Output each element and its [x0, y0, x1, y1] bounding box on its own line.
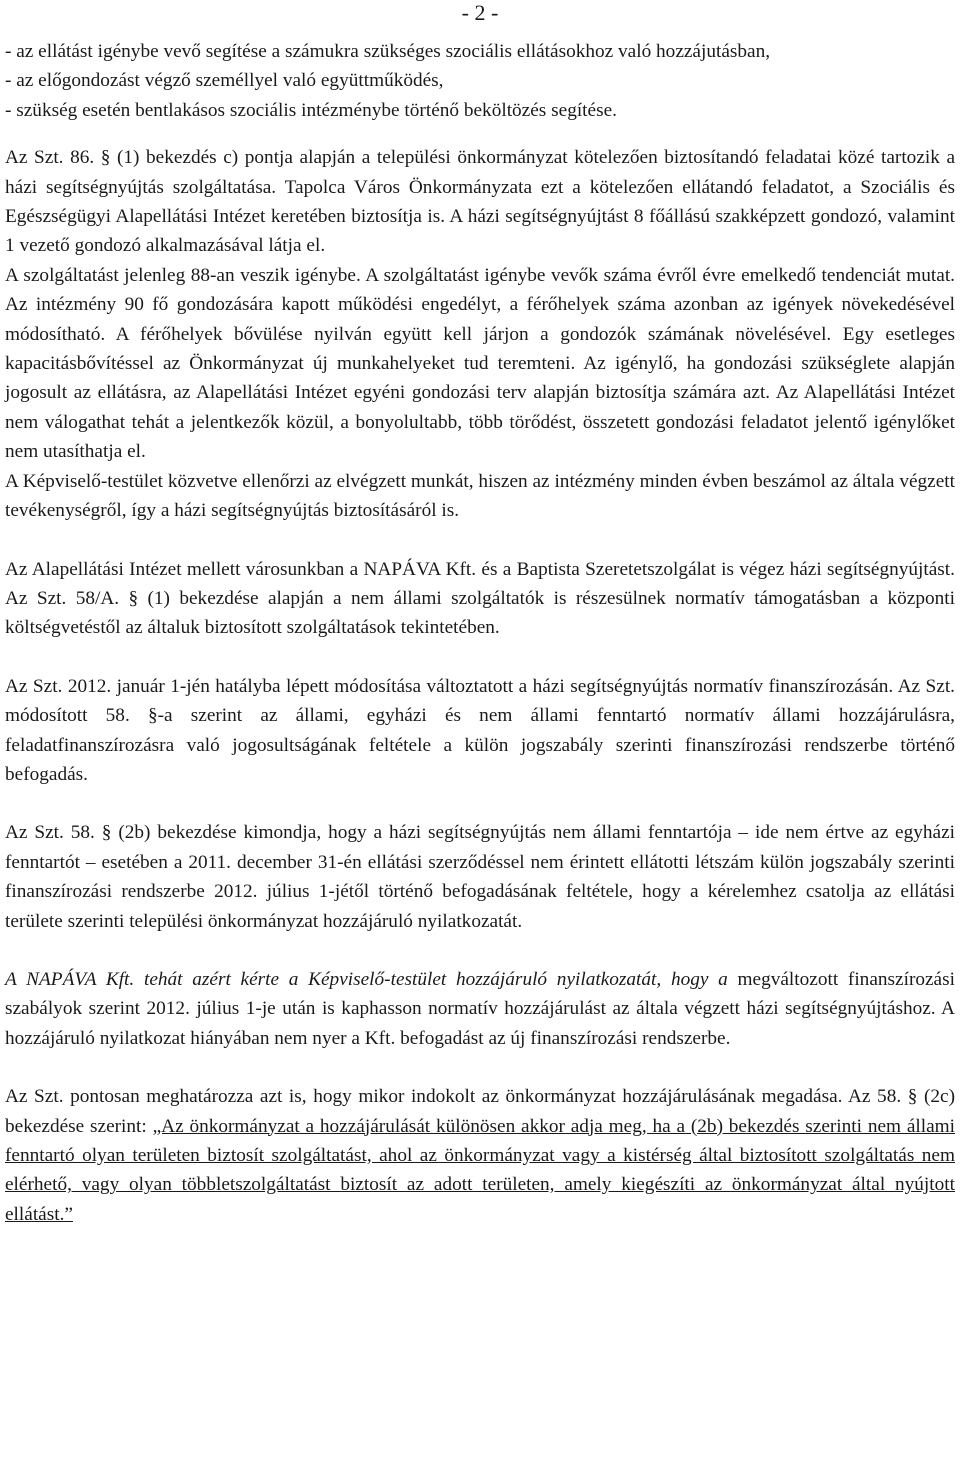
- paragraph-napava-kerelem: [5, 965, 955, 1053]
- paragraph-text: megváltozott finanszírozási szabályok szerint 2012. július 1-je után is kaphasson normatív hozzájárulást az általa végzett házi segítségnyújtáshoz. A hozzájáruló nyilatkozat hiányában nem nyer a Kft. befogadást az új finanszírozási rendszerbe.: [5, 968, 955, 1049]
- paragraph-szt-2012: Az Szt. 2012. január 1-jén hatályba lépett módosítása változtatott a házi segítségnyújtás normatív finanszírozásán. Az Szt. módosított 58. §-a szerint az állami, egyházi és nem állami fenntartó normatív állami hozzájárulásra, feladatfinanszírozásra való jogosultságának feltétele a külön jogszabály szerinti finanszírozási rendszerbe történő befogadás.: [5, 675, 955, 785]
- paragraph-szt-58-2c: [5, 1082, 955, 1229]
- italic-text: A NAPÁVA Kft. tehát azért kérte a Képviselő-testület hozzájáruló nyilatkozatát, hogy a: [5, 968, 728, 990]
- paragraph-text: Az Szt. pontosan meghatározza azt is, hogy mikor indokolt az önkormányzat hozzájárulásának megadása. Az 58. § (2c) bekezdése szerint:: [5, 1086, 955, 1137]
- paragraph-kepviselo-testulet: A Képviselő-testület közvetve ellenőrzi az elvégzett munkát, hiszen az intézmény minden évben beszámol az általa végzett tevékenységről, így a házi segítségnyújtás biztosításáról is.: [5, 470, 955, 522]
- list-item: - az ellátást igénybe vevő segítése a számukra szükséges szociális ellátásokhoz való hozzájutásban,: [5, 41, 771, 62]
- paragraph-szt-86: Az Szt. 86. § (1) bekezdés c) pontja alapján a települési önkormányzat kötelezően biztosítandó feladatai közé tartozik a házi segítségnyújtás szolgáltatása. Tapolca Város Önkormányzata ezt a kötelezően ellátandó feladatot, a Szociális és Egészségügyi Alapellátási Intézet keretében biztosítja is. A házi segítségnyújtást 8 főállású szakképzett gondozó, valamint 1 vezető gondozó alkalmazásával látja el.: [5, 147, 955, 257]
- list-item: - az előgondozást végző személlyel való együttműködés,: [5, 70, 444, 92]
- underlined-quote: „Az önkormányzat a hozzájárulását különösen akkor adja meg, ha a (2b) bekezdés szerinti nem állami fenntartó olyan területen biztosít szolgáltatást, ahol az önkormányzat vagy a kistérség által biztosított szolgáltatás nem elérhető, vagy olyan többletszolgáltatást biztosít az adott területen, amely kiegészíti az önkormányzat által nyújtott ellátást.”: [5, 1115, 956, 1225]
- document-body: [5, 37, 955, 1229]
- bullet-list: [5, 37, 955, 125]
- paragraph-szt-58-2b: Az Szt. 58. § (2b) bekezdése kimondja, hogy a házi segítségnyújtás nem állami fenntartója – ide nem értve az egyházi fenntartót – esetében a 2011. december 31-én ellátási szerződéssel nem érintett ellátotti létszám külön jogszabály szerinti finanszírozási rendszerbe 2012. július 1-jétől történő befogadásának feltétele, hogy a kérelemhez csatolja az ellátási területe szerinti települési önkormányzat hozzájáruló nyilatkozatát.: [5, 822, 955, 932]
- paragraph-napava-baptista: Az Alapellátási Intézet mellett városunkban a NAPÁVA Kft. és a Baptista Szeretetszolgálat is végez házi segítségnyújtást. Az Szt. 58/A. § (1) bekezdése alapján a nem állami szolgáltatók is részesülnek normatív támogatásban a központi költségvetéstől az általuk biztosított szolgáltatások tekintetében.: [5, 558, 955, 639]
- page-number: - 2 -: [461, 0, 499, 25]
- list-item: - szükség esetén bentlakásos szociális intézménybe történő beköltözés segítése.: [5, 99, 617, 121]
- paragraph-igenybevetel: A szolgáltatást jelenleg 88-an veszik igénybe. A szolgáltatást igénybe vevők száma évről évre emelkedő tendenciát mutat. Az intézmény 90 fő gondozására kapott működési engedélyt, a férőhelyek száma azonban az igények növekedésével módosítható. A férőhelyek bővülése nyilván együtt kell járjon a gondozók számának növelésével. Egy esetleges kapacitásbővítéssel az Önkormányzat új munkahelyeket tud teremteni. Az igénylő, ha gondozási szükséglete alapján jogosult az ellátásra, az Alapellátási Intézet egyéni gondozási terv alapján biztosítja számára azt. Az Alapellátási Intézet nem válogathat tehát a jelentkezők közül, a bonyolultabb, több törődést, összetett gondozási feladatot jelentő igénylőket nem utasíthatja el.: [5, 264, 955, 463]
